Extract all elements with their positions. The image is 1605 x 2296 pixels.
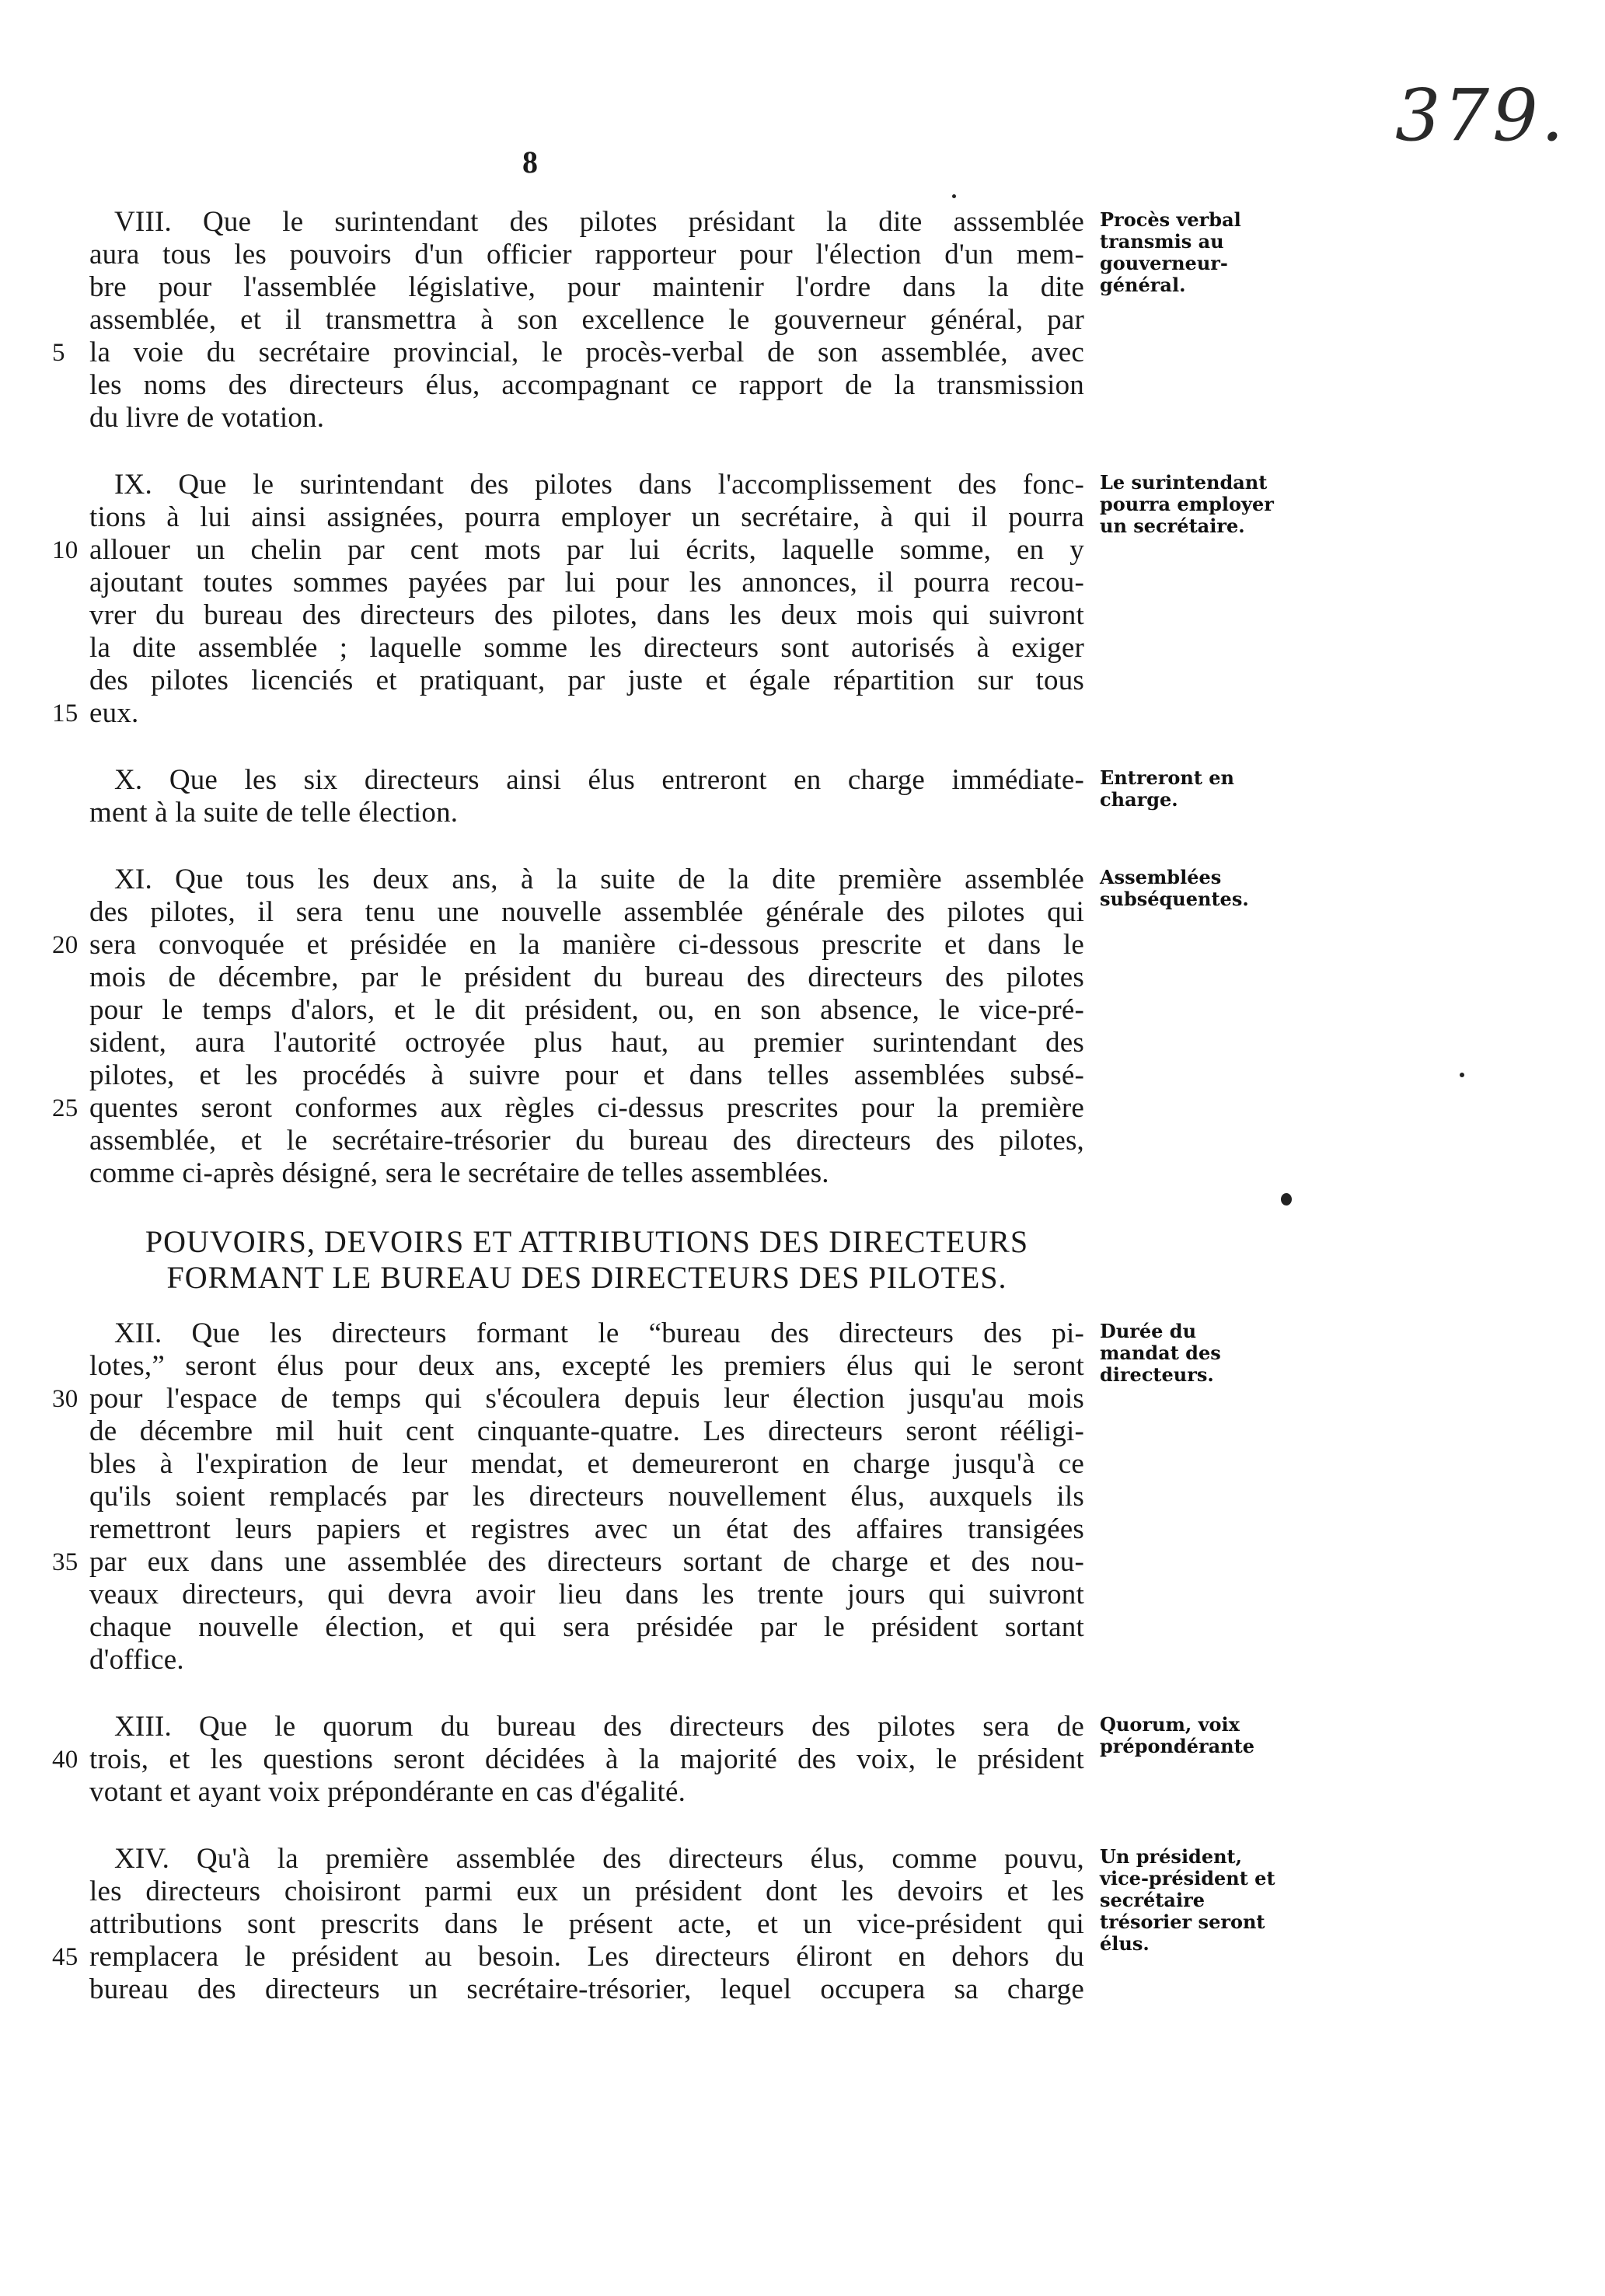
line-text: du livre de votation. [89,402,325,434]
text-column [52,206,1275,2040]
line-number: 35 [52,1548,79,1576]
text-line [89,1644,1084,1677]
folio-number: 379. [1395,74,1567,157]
text-line [52,1546,1084,1579]
text-line [89,665,1084,697]
text-line [89,599,1084,632]
line-text: remplacera le président au besoin. Les directeurs éliront en dehors du [89,1941,1084,1973]
text-line [89,1059,1084,1092]
text-line [52,1383,1084,1415]
section-xiv [52,1843,1275,2006]
line-text: sident, aura l'autorité octroyée plus haut, au premier surintendant des [89,1027,1084,1059]
text-line [89,206,1084,239]
line-text: de décembre mil huit cent cinquante-quatre. Les directeurs seront rééligi- [89,1415,1084,1447]
text-line [89,1317,1084,1350]
line-text: eux. [89,697,139,729]
line-text: X. Que les six directeurs ainsi élus entreront en charge immédiate- [114,764,1084,796]
line-text: assemblée, et il transmettra à son excellence le gouverneur général, par [89,304,1084,336]
line-text: XII. Que les directeurs formant le “bureau des directeurs des pi- [114,1317,1084,1349]
section-xi [52,864,1249,1190]
line-text: IX. Que le surintendant des pilotes dans l'accomplissement des fonc- [114,469,1084,501]
line-text: des pilotes, il sera tenu une nouvelle assemblée générale des pilotes qui [89,896,1084,928]
line-text: XI. Que tous les deux ans, à la suite de la dite première assemblée [114,864,1084,895]
text-line [52,1941,1084,1973]
line-text: bureau des directeurs un secrétaire-trésorier, lequel occupera sa charge [89,1973,1084,2005]
line-text: qu'ils soient remplacés par les directeurs nouvellement élus, auxquels ils [89,1481,1084,1513]
text-line [89,567,1084,599]
margin-note: Quorum, voix prépondérante [1100,1713,1254,1757]
line-number: 25 [52,1094,79,1122]
line-text: d'office. [89,1644,184,1676]
text-line [89,1776,1084,1809]
page-number: 8 [522,145,538,180]
text-line [89,961,1084,994]
text-line [89,1973,1084,2006]
heading-line: FORMANT LE BUREAU DES DIRECTEURS DES PILOTES. [166,1260,1007,1295]
text-line [52,697,1084,730]
line-text: allouer un chelin par cent mots par lui écrits, laquelle somme, en y [89,534,1084,566]
text-line [89,402,1084,434]
text-line [89,896,1084,929]
line-text: chaque nouvelle élection, et qui sera présidée par le président sortant [89,1611,1084,1643]
text-line [89,1125,1084,1157]
text-line [52,1092,1084,1125]
text-line [89,1579,1084,1611]
text-line [89,271,1084,304]
text-line [89,1448,1084,1481]
line-number: 10 [52,536,79,564]
text-line [89,1415,1084,1448]
line-text: lotes,” seront élus pour deux ans, excepté les premiers élus qui le seront [89,1350,1084,1382]
line-number: 5 [52,339,65,367]
text-line [89,1876,1084,1908]
line-text: VIII. Que le surintendant des pilotes présidant la dite asssemblée [114,206,1084,238]
line-text: les directeurs choisiront parmi eux un président dont les devoirs et les [89,1876,1084,1907]
line-number: 15 [52,700,79,728]
line-text: mois de décembre, par le président du bureau des directeurs des pilotes [89,961,1084,993]
line-text: veaux directeurs, qui devra avoir lieu dans les trente jours qui suivront [89,1579,1084,1610]
text-line [52,534,1084,567]
margin-note: Assemblées subséquentes. [1100,866,1249,910]
text-line [89,1908,1084,1941]
section-heading [89,1224,1084,1296]
text-line [89,1481,1084,1513]
section-xiii [52,1711,1254,1809]
margin-note: Un président, vice-président et secrétaire trésorier seront élus. [1100,1845,1275,1955]
line-number: 20 [52,931,79,959]
line-text: quentes seront conformes aux règles ci-dessus prescrites pour la première [89,1092,1084,1124]
line-text: les noms des directeurs élus, accompagnant ce rapport de la transmission [89,369,1084,401]
text-line [89,369,1084,402]
heading-line: POUVOIRS, DEVOIRS ET ATTRIBUTIONS DES DIRECTEURS [145,1224,1029,1259]
margin-note: Procès verbal transmis au gouverneur-général. [1100,208,1241,296]
line-text: assemblée, et le secrétaire-trésorier du bureau des directeurs des pilotes, [89,1125,1084,1157]
ink-speck [1460,1073,1464,1077]
text-line [89,239,1084,271]
text-line [52,1743,1084,1776]
line-text: ajoutant toutes sommes payées par lui pour les annonces, il pourra recou- [89,567,1084,598]
text-line [89,1843,1084,1876]
line-text: remettront leurs papiers et registres avec un état des affaires transigées [89,1513,1084,1545]
line-number: 40 [52,1746,79,1774]
text-line [89,1027,1084,1059]
text-line [89,764,1084,797]
text-line [89,632,1084,665]
line-text: tions à lui ainsi assignées, pourra employer un secrétaire, à qui il pourra [89,501,1084,533]
line-text: des pilotes licenciés et pratiquant, par juste et égale répartition sur tous [89,665,1084,696]
line-text: aura tous les pouvoirs d'un officier rapporteur pour l'élection d'un mem- [89,239,1084,270]
line-text: la voie du secrétaire provincial, le procès-verbal de son assemblée, avec [89,337,1084,368]
section-ix [52,469,1274,730]
text-line [89,1350,1084,1383]
line-text: XIV. Qu'à la première assemblée des directeurs élus, comme pouvu, [114,1843,1084,1875]
margin-note: Durée du mandat des directeurs. [1100,1320,1221,1386]
text-line [52,929,1084,961]
text-line [89,1611,1084,1644]
line-text: XIII. Que le quorum du bureau des directeurs des pilotes sera de [114,1711,1084,1743]
section-x [89,764,1235,829]
ink-speck [1281,1193,1292,1206]
line-number: 30 [52,1385,79,1413]
line-text: pour l'espace de temps qui s'écoulera depuis leur élection jusqu'au mois [89,1383,1084,1415]
line-text: la dite assemblée ; laquelle somme les directeurs sont autorisés à exiger [89,632,1084,664]
text-line [89,304,1084,337]
line-text: pour le temps d'alors, et le dit président, ou, en son absence, le vice-pré- [89,994,1084,1026]
line-text: vrer du bureau des directeurs des pilotes, dans les deux mois qui suivront [89,599,1084,631]
line-text: bre pour l'assemblée législative, pour maintenir l'ordre dans la dite [89,271,1084,303]
section-xii [52,1317,1221,1677]
line-text: votant et ayant voix prépondérante en cas d'égalité. [89,1776,686,1808]
text-line [89,1513,1084,1546]
text-line [89,469,1084,501]
text-line [89,864,1084,896]
line-text: ment à la suite de telle élection. [89,797,459,829]
margin-note: Entreront en charge. [1100,766,1235,811]
text-line [89,1711,1084,1743]
text-line [89,1157,1084,1190]
text-line [89,501,1084,534]
line-text: pilotes, et les procédés à suivre pour et dans telles assemblées subsé- [89,1059,1084,1091]
line-number: 45 [52,1943,79,1971]
section-viii [52,206,1241,434]
line-text: bles à l'expiration de leur mendat, et demeureront en charge jusqu'à ce [89,1448,1084,1480]
line-text: comme ci-après désigné, sera le secrétaire de telles assemblées. [89,1157,829,1189]
text-line [89,797,1084,829]
line-text: attributions sont prescrits dans le présent acte, et un vice-président qui [89,1908,1084,1940]
ink-speck [952,194,956,198]
text-line [52,337,1084,369]
line-text: par eux dans une assemblée des directeurs sortant de charge et des nou- [89,1546,1084,1578]
margin-note: Le surintendant pourra employer un secrétaire. [1100,471,1274,537]
line-text: sera convoquée et présidée en la manière ci-dessous prescrite et dans le [89,929,1084,961]
line-text: trois, et les questions seront décidées à la majorité des voix, le président [89,1743,1084,1775]
text-line [89,994,1084,1027]
